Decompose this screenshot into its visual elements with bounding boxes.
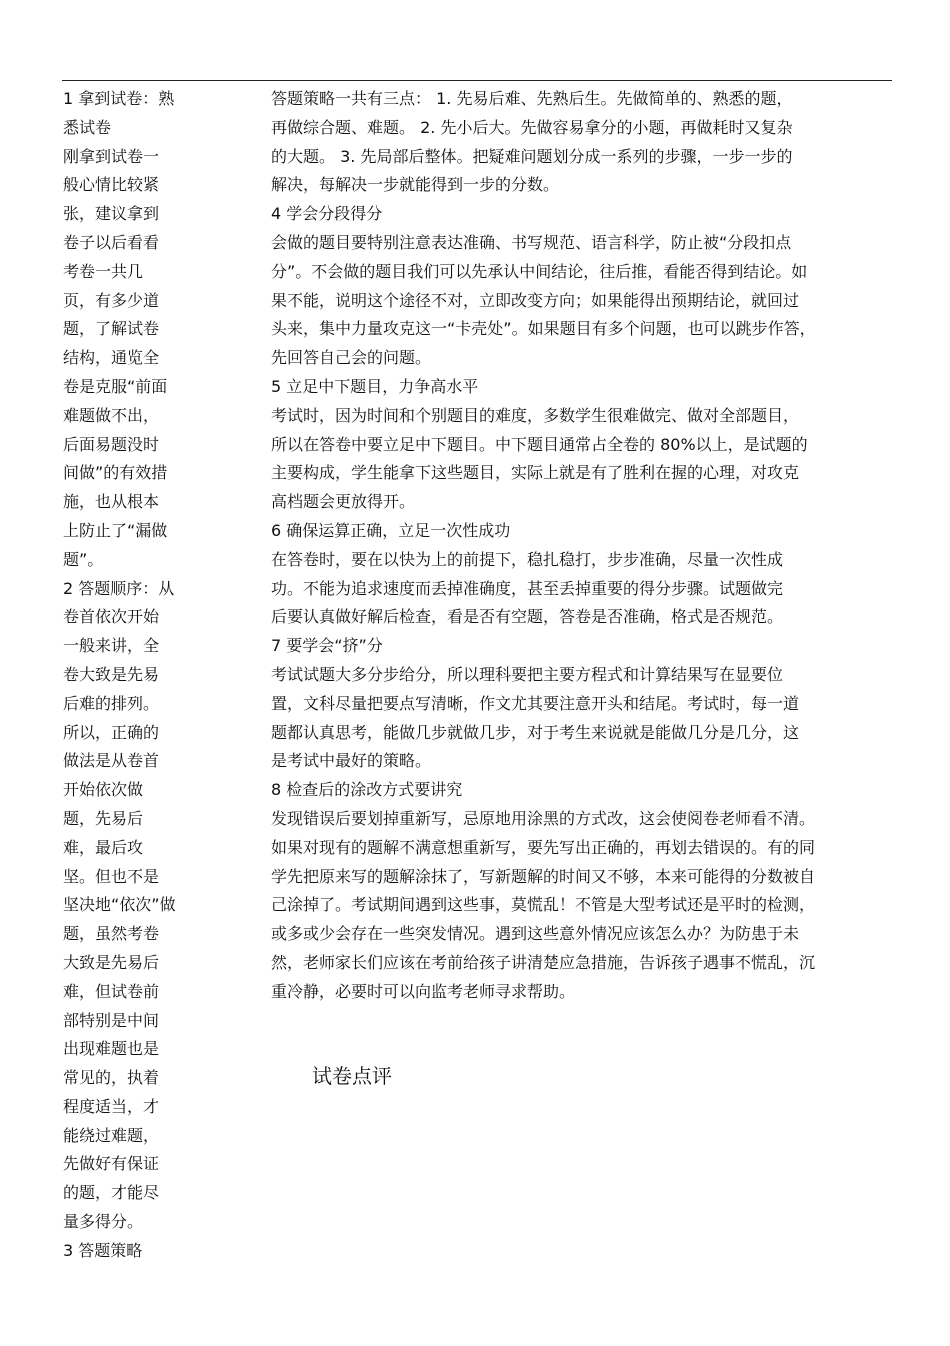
left-line: 考卷一共几 (63, 261, 144, 281)
body-line: 学先把原来写的题解涂抹了，写新题解的时间又不够，本来可能得的分数被自 (271, 866, 816, 886)
left-line: 一般来讲，全 (63, 636, 160, 656)
section-heading: 7 要学会“挤”分 (271, 636, 383, 656)
body-line: 的大题。 3. 先局部后整体。把疑难问题划分成一系列的步骤，一步一步的 (271, 146, 793, 166)
left-line: 先做好有保证 (63, 1154, 160, 1174)
body-line: 是考试中最好的策略。 (271, 751, 432, 771)
left-line: 出现难题也是 (63, 1039, 160, 1059)
body-line: 解决，每解决一步就能得到一步的分数。 (271, 175, 560, 195)
left-line: 题，了解试卷 (63, 319, 160, 339)
body-line: 所以在答卷中要立足中下题目。中下题目通常占全卷的 80%以上，是试题的 (271, 434, 808, 454)
left-line: 卷是克服“前面 (63, 376, 168, 396)
body-line: 考试时，因为时间和个别题目的难度，多数学生很难做完、做对全部题目， (271, 405, 800, 425)
left-line: 难题做不出， (63, 405, 160, 425)
body-line: 功。不能为追求速度而丢掉准确度，甚至丢掉重要的得分步骤。试题做完 (271, 578, 784, 598)
body-line: 题都认真思考，能做几步就做几步，对于考生来说就是能做几分是几分，这 (271, 722, 800, 742)
body-line: 答题策略一共有三点： 1. 先易后难、先熟后生。先做简单的、熟悉的题， (271, 89, 793, 108)
left-line: 坚决地“依次”做 (63, 895, 176, 915)
left-line: 3 答题策略 (63, 1240, 143, 1260)
section-heading: 4 学会分段得分 (271, 204, 383, 224)
left-line: 难，最后攻 (63, 837, 144, 857)
section-heading: 6 确保运算正确，立足一次性成功 (271, 520, 511, 540)
left-line: 施，也从根本 (63, 492, 160, 512)
body-line: 头来，集中力量攻克这一“卡壳处”。如果题目有多个问题，也可以跳步作答， (271, 319, 816, 339)
body-line: 高档题会更放得开。 (271, 492, 416, 512)
body-line: 果不能，说明这个途径不对，立即改变方向；如果能得出预期结论，就回过 (271, 290, 800, 310)
section-heading: 5 立足中下题目，力争高水平 (271, 376, 479, 396)
left-line: 后难的排列。 (63, 693, 160, 713)
left-line: 张，建议拿到 (63, 204, 160, 224)
left-line: 开始依次做 (63, 780, 144, 800)
left-line: 卷首依次开始 (63, 607, 160, 627)
body-line: 或多或少会存在一些突发情况。遇到这些意外情况应该怎么办？为防患于未 (271, 924, 800, 944)
right-column (271, 85, 893, 1007)
body-line: 置，文科尽量把要点写清晰，作文尤其要注意开头和结尾。考试时，每一道 (271, 693, 800, 713)
left-line: 卷大致是先易 (63, 664, 160, 684)
left-line: 题”。 (63, 549, 104, 569)
body-line: 如果对现有的题解不满意想重新写，要先写出正确的，再划去错误的。有的同 (271, 837, 816, 857)
left-line: 1 拿到试卷：熟 (63, 89, 175, 108)
left-line: 做法是从卷首 (63, 751, 160, 771)
left-line: 的题，才能尽 (63, 1183, 160, 1203)
body-line: 分”。不会做的题目我们可以先承认中间结论，往后推，看能否得到结论。如 (271, 261, 808, 281)
body-line: 先回答自己会的问题。 (271, 348, 432, 368)
body-line: 在答卷时，要在以快为上的前提下，稳扎稳打，步步准确，尽量一次性成 (271, 549, 784, 569)
left-line: 坚。但也不是 (63, 866, 160, 886)
body-line: 主要构成，学生能拿下这些题目，实际上就是有了胜利在握的心理，对攻克 (271, 463, 800, 483)
left-column (63, 85, 218, 1266)
left-line: 上防止了“漏做 (63, 520, 168, 540)
left-line: 卷子以后看看 (63, 232, 160, 252)
body-line: 然，老师家长们应该在考前给孩子讲清楚应急措施，告诉孩子遇事不慌乱，沉 (271, 952, 816, 972)
left-line: 页，有多少道 (63, 290, 160, 310)
exam-review-title: 试卷点评 (312, 1064, 392, 1088)
body-line: 再做综合题、难题。 2. 先小后大。先做容易拿分的小题，再做耗时又复杂 (271, 117, 793, 137)
left-line: 2 答题顺序：从 (63, 578, 175, 598)
body-line: 考试试题大多分步给分，所以理科要把主要方程式和计算结果写在显要位 (271, 664, 784, 684)
left-line: 悉试卷 (63, 117, 112, 137)
body-line: 己涂掉了。考试期间遇到这些事，莫慌乱！不管是大型考试还是平时的检测， (271, 895, 816, 915)
top-rule (62, 80, 892, 81)
left-line: 题，先易后 (63, 808, 144, 828)
left-line: 难，但试卷前 (63, 981, 160, 1001)
left-line: 般心情比较紧 (63, 175, 160, 195)
left-line: 间做”的有效措 (63, 463, 168, 483)
body-line: 重冷静，必要时可以向监考老师寻求帮助。 (271, 981, 576, 1001)
body-line: 发现错误后要划掉重新写，忌原地用涂黑的方式改，这会使阅卷老师看不清。 (271, 808, 816, 828)
left-line: 题，虽然考卷 (63, 924, 160, 944)
left-line: 程度适当，才 (63, 1096, 160, 1116)
left-line: 能绕过难题， (63, 1125, 160, 1145)
left-line: 大致是先易后 (63, 952, 160, 972)
left-line: 部特别是中间 (63, 1010, 160, 1030)
left-line: 刚拿到试卷一 (63, 146, 160, 166)
left-line: 常见的，执着 (63, 1068, 160, 1088)
body-line: 后要认真做好解后检查，看是否有空题，答卷是否准确，格式是否规范。 (271, 607, 784, 627)
left-line: 量多得分。 (63, 1212, 144, 1232)
left-line: 结构，通览全 (63, 348, 160, 368)
left-line: 后面易题没时 (63, 434, 160, 454)
body-line: 会做的题目要特别注意表达准确、书写规范、语言科学，防止被“分段扣点 (271, 232, 792, 252)
left-line: 所以，正确的 (63, 722, 160, 742)
section-heading: 8 检查后的涂改方式要讲究 (271, 780, 463, 800)
